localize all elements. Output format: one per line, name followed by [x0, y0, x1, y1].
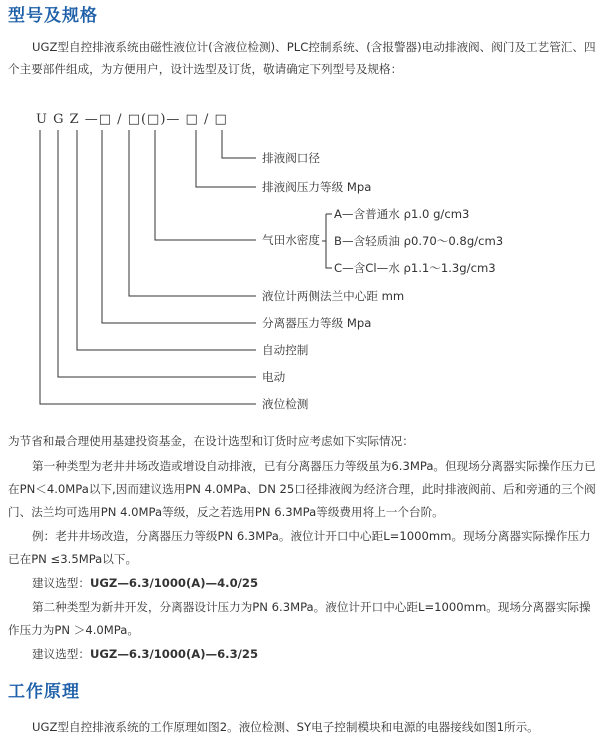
label-flange-distance: 液位计两侧法兰中心距 mm	[262, 289, 405, 303]
recommendation-2-model: UGZ—6.3/1000(A)—6.3/25	[89, 647, 259, 661]
type1-line-3: 门、法兰均可选用PN 4.0MPa等级，反之若选用PN 6.3MPa等级费用将上一个台阶。	[8, 505, 444, 519]
model-spec-heading: 型号及规格	[8, 6, 98, 26]
connector-flange-distance	[129, 130, 256, 296]
connector-separator-pressure	[102, 130, 256, 323]
intro-line-1: UGZ型自控排液系统由磁性液位计(含液位检测)、PLC控制系统、(含报警器)电动排液阀、阀门及工艺管汇、四	[32, 40, 596, 54]
model-code: U G Z —□ / □(□)— □ / □	[36, 112, 228, 127]
connector-electric	[58, 130, 256, 377]
label-density-a: A—含普通水 ρ1.0 g/cm3	[334, 207, 470, 221]
recommendation-2	[8, 643, 600, 665]
recommendation-1	[8, 572, 600, 594]
label-electric: 电动	[262, 370, 286, 384]
principle-paragraph: UGZ型自控排液系统的工作原理如图2。液位检测、SY电子控制模块和电源的电器接线如图1所示。	[32, 720, 539, 734]
example-line-2: 已在PN ≤3.5MPa以下。	[8, 552, 138, 566]
working-principle-heading: 工作原理	[8, 682, 80, 702]
connector-level-detection	[40, 130, 256, 404]
connector-density	[155, 130, 256, 240]
label-auto-control: 自动控制	[262, 343, 309, 357]
label-separator-pressure: 分离器压力等级 Mpa	[262, 316, 372, 330]
type1-line-2: 在PN＜4.0MPa以下,因而建议选用PN 4.0MPa、DN 25口径排液阀为经济合理，此时排液阀前、后和旁通的三个阀	[8, 482, 596, 496]
label-density-c: C—含Cl—水 ρ1.1～1.3g/cm3	[334, 261, 496, 275]
recommendation-2-label: 建议选型：	[32, 647, 90, 661]
consideration-paragraph: 为节省和最合理使用基建投资基金，在设计选型和订货时应考虑如下实际情况：	[8, 434, 414, 448]
type1-line-1: 第一种类型为老井井场改造或增设自动排液，已有分离器压力等级虽为6.3MPa。但现场分离器实际操作压力已	[32, 459, 596, 473]
example-line-1: 例：老井井场改造，分离器压力等级PN 6.3MPa。液位计开口中心距L=1000mm。现场分离器实际操作压力	[32, 529, 591, 543]
recommendation-1-model: UGZ—6.3/1000(A)—4.0/25	[89, 576, 259, 590]
label-density-b: B—含轻质油 ρ0.70～0.8g/cm3	[334, 234, 504, 248]
connector-valve-diameter	[222, 130, 256, 158]
label-density: 气田水密度	[262, 233, 320, 247]
type2-line-1: 第二种类型为新井开发，分离器设计压力为PN 6.3MPa。液位计开口中心距L=1000mm。现场分离器实际操	[32, 600, 591, 614]
type2-line-2: 作压力为PN ＞4.0MPa。	[8, 623, 139, 637]
label-level-detection: 液位检测	[262, 397, 309, 411]
label-valve-diameter: 排液阀口径	[262, 151, 320, 165]
recommendation-1-label: 建议选型：	[32, 576, 90, 590]
intro-line-2: 个主要部件组成，为方便用户，设计选型及订货，敬请确定下列型号及规格：	[8, 62, 403, 76]
density-bracket	[322, 214, 332, 268]
label-valve-pressure: 排液阀压力等级 Mpa	[262, 180, 372, 194]
